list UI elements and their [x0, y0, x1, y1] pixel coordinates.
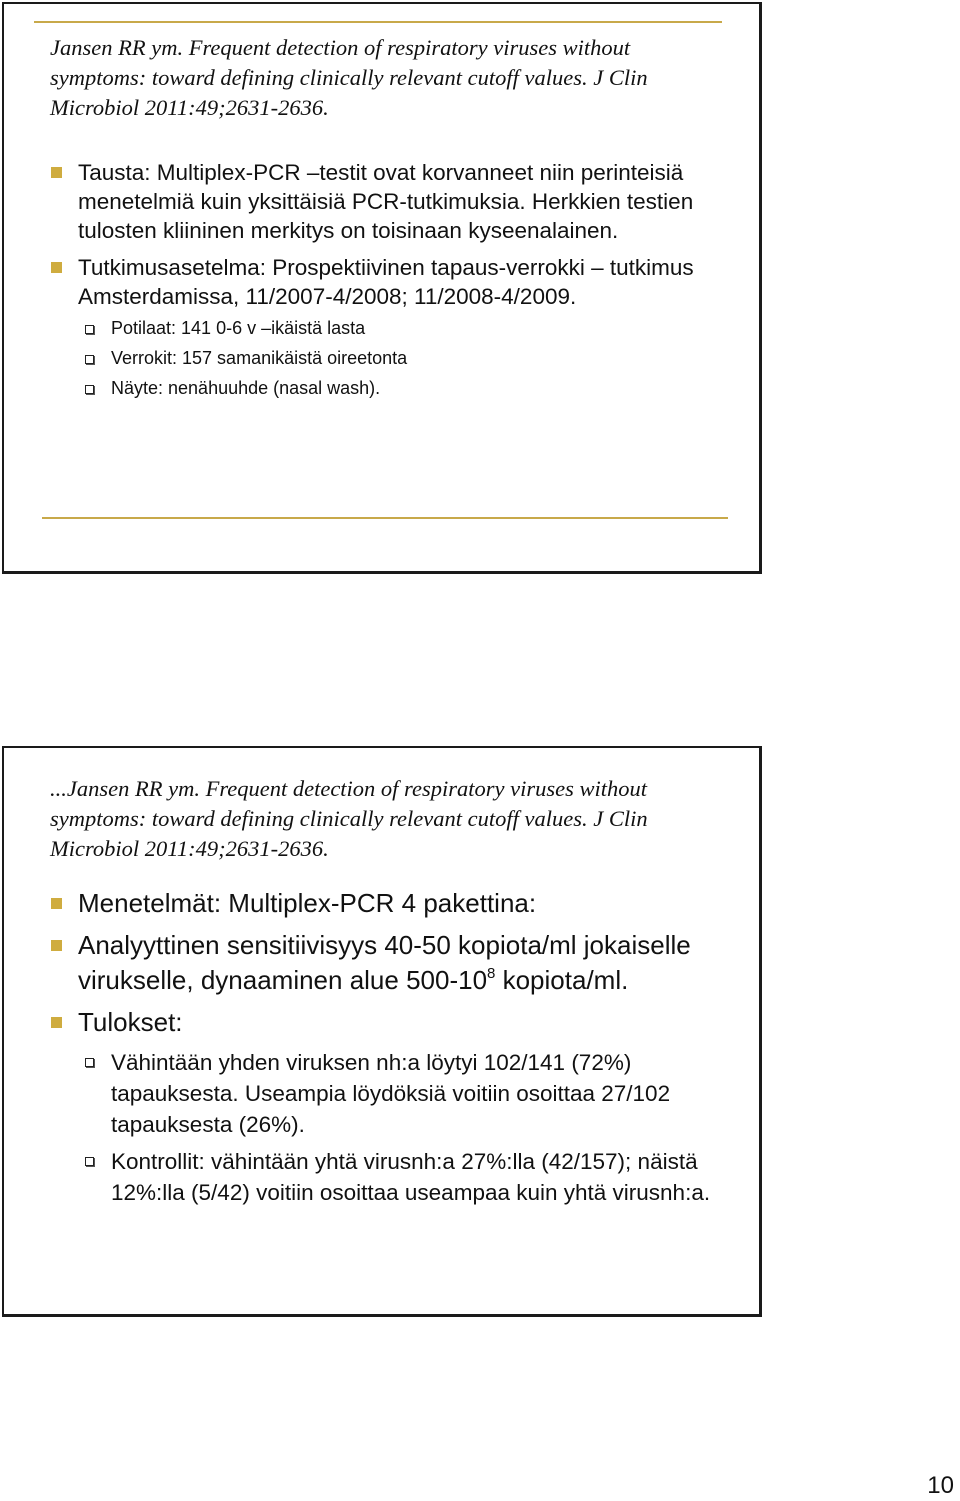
- bullet-item: [4, 158, 759, 245]
- slide-title: Jansen RR ym. Frequent detection of respiratory viruses without symptoms: toward defining clinically relevant cutoff values. J Clin Microbiol 2011:49;2631-2636.: [50, 35, 648, 120]
- bullet-text: Analyyttinen sensitiivisyys 40-50 kopiota/ml jokaiselle virukselle, dynaaminen alue 500-10: [78, 929, 691, 995]
- sub-bullet-item: [4, 313, 759, 343]
- sub-bullet-text: Kontrollit: vähintään yhtä virusnh:a 27%:lla (42/157); näistä 12%:lla (5/42) voitiin osoittaa useampaa kuin yhtä virusnh:a.: [111, 1149, 711, 1205]
- slide-2: [2, 746, 762, 1317]
- bullet-text: kopiota/ml.: [495, 965, 629, 995]
- square-bullet-icon: [51, 262, 62, 273]
- bullet-item: [4, 886, 759, 922]
- square-bullet-icon: [51, 1017, 62, 1028]
- checkbox-bullet-icon: [85, 1157, 94, 1166]
- checkbox-bullet-icon: [85, 1058, 94, 1067]
- sub-bullet-item: [4, 373, 759, 403]
- square-bullet-icon: [51, 940, 62, 951]
- sub-bullet-text: Verrokit: 157 samanikäistä oireetonta: [111, 348, 408, 368]
- checkbox-bullet-icon: [85, 325, 94, 334]
- bullet-text: Menetelmät: Multiplex-PCR 4 pakettina:: [78, 888, 537, 918]
- slide-top-rule: [34, 21, 722, 23]
- superscript: 8: [487, 965, 496, 982]
- sub-bullet-text: Vähintään yhden viruksen nh:a löytyi 102/141 (72%) tapauksesta. Useampia löydöksiä voitiin osoittaa 27/102 tapauksesta (26%).: [111, 1050, 671, 1137]
- sub-bullet-text: Potilaat: 141 0-6 v –ikäistä lasta: [111, 318, 366, 338]
- checkbox-bullet-icon: [85, 385, 94, 394]
- bullet-text: Tulokset:: [78, 1006, 183, 1037]
- slide-title: ...Jansen RR ym. Frequent detection of respiratory viruses without symptoms: toward defining clinically relevant cutoff values. J Clin Microbiol 2011:49;2631-2636.: [50, 776, 648, 861]
- sub-bullet-list: [4, 1047, 759, 1208]
- sub-bullet-list: [4, 313, 759, 403]
- page-number: 10: [927, 1472, 954, 1499]
- sub-bullet-text: Näyte: nenähuuhde (nasal wash).: [111, 378, 381, 398]
- bullet-item: [4, 1005, 759, 1209]
- bullet-list: [4, 158, 759, 403]
- sub-bullet-item: [4, 1047, 759, 1140]
- sub-bullet-item: [4, 1146, 759, 1208]
- bullet-text: Tutkimusasetelma: Prospektiivinen tapaus-verrokki – tutkimus Amsterdamissa, 11/2007-4/2008; 11/2008-4/2009.: [78, 255, 694, 309]
- slide-1: [2, 2, 762, 574]
- square-bullet-icon: [51, 167, 62, 178]
- checkbox-bullet-icon: [85, 355, 94, 364]
- bullet-list: [4, 886, 759, 1208]
- square-bullet-icon: [51, 898, 62, 909]
- bullet-item: [4, 253, 759, 403]
- sub-bullet-item: [4, 343, 759, 373]
- bullet-item: [4, 928, 759, 999]
- bullet-text: Tausta: Multiplex-PCR –testit ovat korvanneet niin perinteisiä menetelmiä kuin yksittäisiä PCR-tutkimuksia. Herkkien testien tulosten kliininen merkitys on toisinaan kyseenalainen.: [78, 160, 694, 243]
- slide-bottom-rule: [42, 517, 728, 519]
